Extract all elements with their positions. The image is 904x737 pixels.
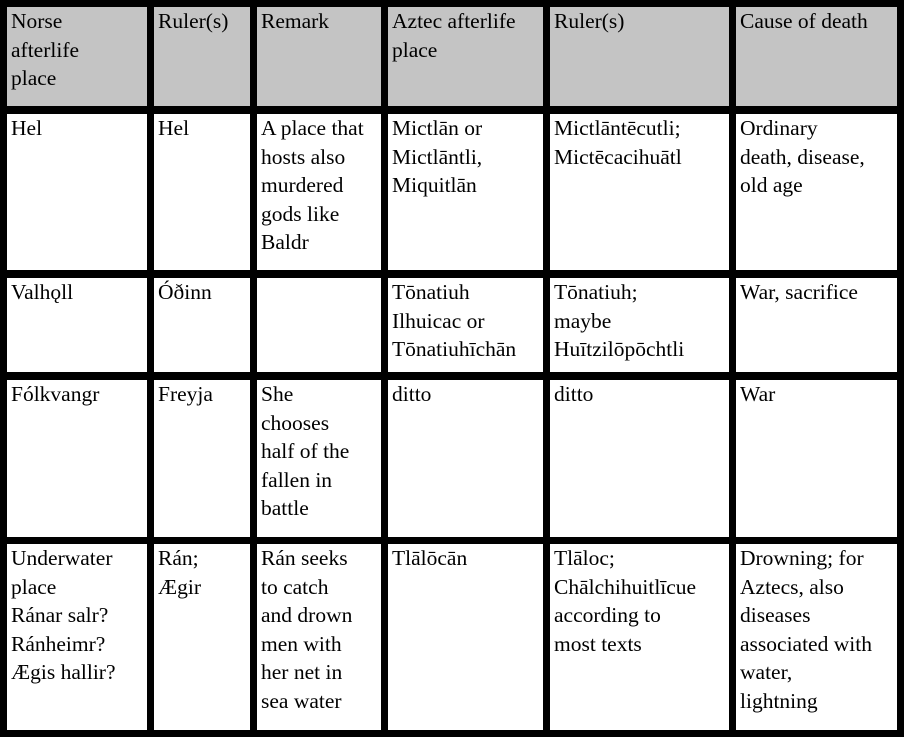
cell-text: Mictlān or Mictlāntli, Miquitlān <box>392 116 483 198</box>
header-norse-rulers <box>154 7 250 106</box>
header-aztec-rulers-text: Ruler(s) <box>554 9 625 33</box>
table-cell <box>154 278 250 372</box>
cell-text: Fólkvangr <box>11 382 100 406</box>
table-cell <box>7 114 147 270</box>
table-cell <box>7 544 147 730</box>
table-cell <box>736 114 897 270</box>
cell-text: War, sacrifice <box>740 280 858 304</box>
table-cell <box>257 544 381 730</box>
cell-text: Hel <box>158 116 190 140</box>
table-cell <box>388 380 543 537</box>
table-cell <box>7 380 147 537</box>
table-cell <box>550 380 729 537</box>
cell-text: Rán; Ægir <box>158 546 201 599</box>
table-cell <box>257 114 381 270</box>
header-aztec-rulers <box>550 7 729 106</box>
table-cell <box>736 278 897 372</box>
header-remark-text: Remark <box>261 9 330 33</box>
cell-text: Ordinary death, disease, old age <box>740 116 865 198</box>
cell-text: War <box>740 382 776 406</box>
table-cell <box>736 544 897 730</box>
cell-text: Drowning; for Aztecs, also diseases associated with water, lightning <box>740 546 872 713</box>
cell-text: Tōnatiuh; maybe Huītzilōpōchtli <box>554 280 685 362</box>
cell-text: Valhǫll <box>11 280 74 304</box>
cell-text: Tlālōcān <box>392 546 468 570</box>
table-cell <box>257 278 381 372</box>
header-remark <box>257 7 381 106</box>
table-cell <box>736 380 897 537</box>
table-cell <box>154 544 250 730</box>
header-norse-place-text: Norse afterlife place <box>11 9 80 91</box>
table-cell <box>7 278 147 372</box>
header-cause-of-death-text: Cause of death <box>740 9 868 33</box>
table-cell <box>550 114 729 270</box>
table-cell <box>388 278 543 372</box>
cell-text: A place that hosts also murdered gods like Baldr <box>261 116 364 255</box>
header-aztec-place <box>388 7 543 106</box>
cell-text: Freyja <box>158 382 213 406</box>
cell-text: Tōnatiuh Ilhuicac or Tōnatiuhīchān <box>392 280 517 362</box>
header-cause-of-death <box>736 7 897 106</box>
table-cell <box>388 544 543 730</box>
table-cell <box>550 278 729 372</box>
header-norse-rulers-text: Ruler(s) <box>158 9 229 33</box>
cell-text: Mictlāntēcutli; Mictēcacihuātl <box>554 116 682 169</box>
table-cell <box>154 380 250 537</box>
cell-text: ditto <box>554 382 594 406</box>
cell-text: Hel <box>11 116 43 140</box>
cell-text: Tlāloc; Chālchihuitlīcue according to most texts <box>554 546 697 656</box>
cell-text: Rán seeks to catch and drown men with her net in sea water <box>261 546 353 713</box>
cell-text: She chooses half of the fallen in battle <box>261 382 350 521</box>
header-aztec-place-text: Aztec afterlife place <box>392 9 516 62</box>
cell-text: Underwater place Ránar salr? Ránheimr? Ægis hallir? <box>11 546 116 685</box>
cell-text: Óðinn <box>158 280 212 304</box>
table-cell <box>550 544 729 730</box>
header-norse-place <box>7 7 147 106</box>
cell-text: ditto <box>392 382 432 406</box>
table-cell <box>388 114 543 270</box>
table-cell <box>154 114 250 270</box>
table-cell <box>257 380 381 537</box>
